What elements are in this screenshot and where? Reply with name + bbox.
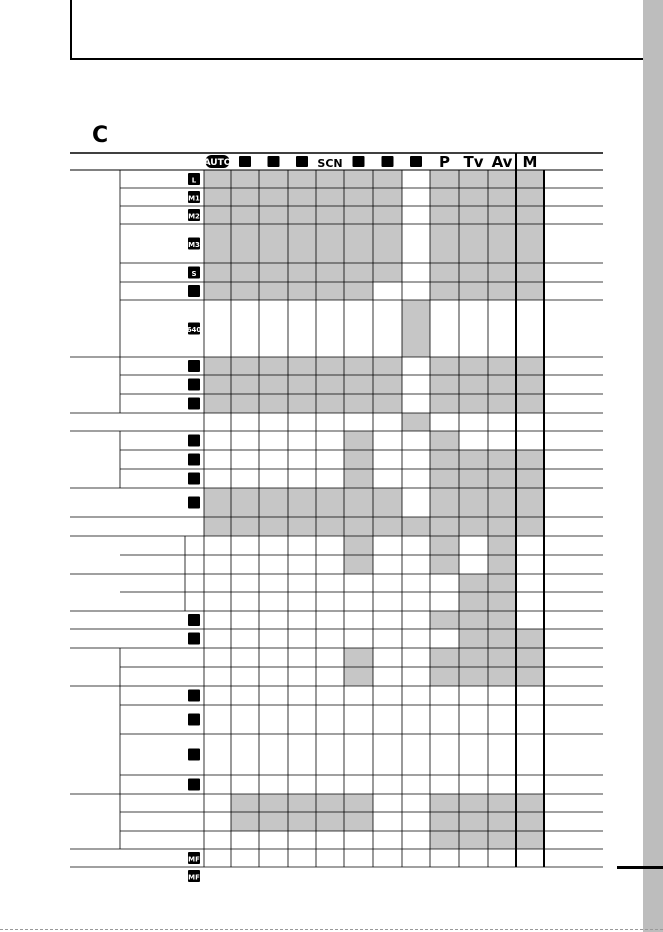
shaded-cell (430, 394, 459, 413)
shaded-cell (459, 206, 488, 224)
shaded-cell (488, 574, 516, 592)
shaded-cell (516, 282, 544, 300)
row-icon (188, 473, 200, 485)
shaded-cell (344, 431, 373, 450)
row-icon-text: MF (188, 855, 200, 864)
shaded-cell (204, 170, 231, 188)
shaded-cell (373, 224, 402, 263)
shaded-cell (231, 224, 259, 263)
shaded-cell (231, 282, 259, 300)
shaded-cell (204, 282, 231, 300)
column-label-tv: Tv (463, 153, 484, 171)
shaded-cell (430, 282, 459, 300)
portrait-mode-icon (239, 156, 251, 167)
shaded-cell (259, 263, 288, 282)
shaded-cell (516, 206, 544, 224)
row-icon (188, 497, 200, 509)
shaded-cell (516, 831, 544, 849)
shaded-cell (204, 375, 231, 394)
shaded-cell (516, 394, 544, 413)
shaded-cell (316, 357, 344, 375)
shaded-cell (288, 394, 316, 413)
shaded-cell (373, 170, 402, 188)
shaded-cell (488, 536, 516, 555)
shaded-cell (316, 812, 344, 831)
shaded-cell (516, 188, 544, 206)
shaded-cell (344, 206, 373, 224)
shaded-cell (288, 488, 316, 517)
row-icon (188, 614, 200, 626)
shaded-cell (231, 170, 259, 188)
shaded-cell (288, 224, 316, 263)
shaded-cell (488, 517, 516, 536)
shaded-cell (430, 536, 459, 555)
shaded-cell (488, 263, 516, 282)
shaded-cell (459, 831, 488, 849)
row-icon (188, 749, 200, 761)
shaded-cell (344, 375, 373, 394)
shaded-cell (373, 263, 402, 282)
row-icon (188, 454, 200, 466)
shaded-cell (516, 812, 544, 831)
shaded-cell (204, 394, 231, 413)
shaded-cell (516, 450, 544, 469)
shaded-cell (516, 375, 544, 394)
shaded-cell (344, 536, 373, 555)
shaded-cell (459, 188, 488, 206)
shaded-cell (231, 488, 259, 517)
shaded-cell (516, 794, 544, 812)
shaded-cell (430, 357, 459, 375)
shaded-cell (288, 282, 316, 300)
shaded-cell (488, 812, 516, 831)
column-label-m: M (522, 153, 538, 171)
row-icon (188, 285, 200, 297)
shaded-cell (259, 517, 288, 536)
auto-mode-label: AUTO (203, 158, 232, 168)
shaded-cell (259, 170, 288, 188)
shaded-cell (402, 413, 430, 431)
shaded-cell (430, 667, 459, 686)
row-icon-text: M1 (188, 194, 200, 203)
stitch-assist-icon (353, 156, 365, 167)
movie-mode-icon (410, 156, 422, 167)
shaded-cell (459, 667, 488, 686)
shaded-cell (259, 357, 288, 375)
shaded-cell (288, 357, 316, 375)
night-scene-icon (296, 156, 308, 167)
shaded-cell (259, 794, 288, 812)
shaded-cell (344, 357, 373, 375)
shaded-cell (430, 431, 459, 450)
shaded-cell (488, 667, 516, 686)
shaded-cell (430, 812, 459, 831)
shaded-cell (430, 450, 459, 469)
shaded-cell (402, 300, 430, 357)
continuous-shooting-icon (382, 156, 394, 167)
shaded-cell (488, 170, 516, 188)
row-icon (188, 379, 200, 391)
shaded-cell (516, 667, 544, 686)
shaded-cell (488, 592, 516, 611)
shaded-cell (488, 450, 516, 469)
shaded-cell (344, 555, 373, 574)
shaded-cell (488, 555, 516, 574)
row-icon (188, 398, 200, 410)
shaded-cell (459, 469, 488, 488)
shaded-cell (288, 188, 316, 206)
shaded-cell (373, 488, 402, 517)
shaded-cell (516, 648, 544, 667)
row-icon (188, 633, 200, 645)
shaded-cell (430, 831, 459, 849)
row-icon-text: M2 (188, 212, 200, 221)
shaded-cell (430, 375, 459, 394)
shaded-cell (316, 394, 344, 413)
shaded-cell (231, 375, 259, 394)
shaded-cell (344, 794, 373, 812)
shaded-cell (488, 282, 516, 300)
landscape-mode-icon (268, 156, 280, 167)
shaded-cell (373, 357, 402, 375)
shaded-cell (488, 488, 516, 517)
shaded-cell (316, 170, 344, 188)
column-label-scn: SCN (317, 157, 343, 170)
shaded-cell (344, 263, 373, 282)
shaded-cell (259, 206, 288, 224)
shaded-cell (316, 206, 344, 224)
section-letter: C (92, 123, 109, 148)
shaded-cell (231, 263, 259, 282)
shaded-cell (344, 188, 373, 206)
shaded-cell (316, 375, 344, 394)
shaded-cell (373, 375, 402, 394)
shaded-cell (259, 224, 288, 263)
shaded-cell (344, 469, 373, 488)
shaded-cell (259, 488, 288, 517)
shaded-cell (316, 517, 344, 536)
shaded-cell (373, 188, 402, 206)
shaded-cell (344, 394, 373, 413)
shaded-cell (459, 611, 488, 629)
row-icon (188, 714, 200, 726)
shaded-cell (488, 648, 516, 667)
shaded-cell (204, 206, 231, 224)
shaded-cell (288, 794, 316, 812)
shaded-cell (231, 188, 259, 206)
shaded-cell (288, 812, 316, 831)
shaded-cell (430, 488, 459, 517)
row-icon-text: M3 (188, 241, 200, 249)
shaded-cell (204, 517, 231, 536)
shaded-cell (459, 375, 488, 394)
shaded-cell (288, 375, 316, 394)
shaded-cell (459, 450, 488, 469)
shaded-cell (430, 469, 459, 488)
shaded-cell (231, 394, 259, 413)
shaded-cell (459, 574, 488, 592)
shaded-cell (459, 394, 488, 413)
shaded-cell (488, 357, 516, 375)
row-icon-text: MF (188, 873, 200, 882)
shaded-cell (516, 488, 544, 517)
shaded-cell (430, 206, 459, 224)
shaded-cell (316, 224, 344, 263)
shaded-cell (516, 469, 544, 488)
shaded-cell (459, 592, 488, 611)
shaded-cell (459, 488, 488, 517)
row-icon-text: 640 (186, 326, 202, 334)
shaded-cell (373, 517, 402, 536)
shaded-cell (288, 517, 316, 536)
shaded-cell (488, 188, 516, 206)
shaded-cell (430, 263, 459, 282)
shaded-cell (316, 282, 344, 300)
shaded-cell (204, 188, 231, 206)
shaded-cell (459, 282, 488, 300)
shaded-cell (288, 206, 316, 224)
shaded-cell (459, 517, 488, 536)
shaded-cell (516, 357, 544, 375)
column-label-av: Av (491, 153, 513, 171)
shaded-cell (488, 206, 516, 224)
shaded-cell (430, 648, 459, 667)
shaded-cell (344, 170, 373, 188)
shaded-cell (459, 794, 488, 812)
shaded-cell (516, 517, 544, 536)
shaded-cell (316, 188, 344, 206)
shaded-cell (231, 794, 259, 812)
shaded-cell (344, 517, 373, 536)
shaded-cell (402, 517, 430, 536)
shaded-cell (344, 282, 373, 300)
row-icon (188, 435, 200, 447)
row-icon-text: S (191, 270, 197, 278)
shaded-cell (316, 794, 344, 812)
shaded-cell (488, 224, 516, 263)
shaded-cell (430, 170, 459, 188)
shaded-cell (430, 517, 459, 536)
shaded-cell (430, 224, 459, 263)
shaded-cell (488, 469, 516, 488)
shaded-cell (373, 206, 402, 224)
shaded-cell (430, 794, 459, 812)
shaded-cell (373, 394, 402, 413)
shaded-cell (231, 517, 259, 536)
shaded-cell (204, 488, 231, 517)
shaded-cell (231, 206, 259, 224)
shaded-cell (488, 629, 516, 648)
shaded-cell (459, 648, 488, 667)
shaded-cell (516, 170, 544, 188)
shaded-cell (288, 170, 316, 188)
shaded-cell (316, 488, 344, 517)
shaded-cell (430, 188, 459, 206)
shaded-cell (259, 188, 288, 206)
shaded-cell (430, 611, 459, 629)
shaded-cell (259, 375, 288, 394)
shaded-cell (488, 794, 516, 812)
row-icon (188, 779, 200, 791)
shaded-cell (488, 611, 516, 629)
shaded-cell (344, 450, 373, 469)
shaded-cell (344, 667, 373, 686)
shaded-cell (430, 555, 459, 574)
shaded-cell (459, 263, 488, 282)
shaded-cell (459, 170, 488, 188)
shaded-cell (459, 357, 488, 375)
column-label-p: P (439, 153, 450, 171)
shaded-cell (344, 648, 373, 667)
shaded-cell (459, 629, 488, 648)
shaded-cell (344, 224, 373, 263)
shaded-cell (204, 263, 231, 282)
shaded-cell (259, 812, 288, 831)
row-icon (188, 360, 200, 372)
row-icon (188, 690, 200, 702)
shaded-cell (344, 488, 373, 517)
shaded-cell (516, 263, 544, 282)
shaded-cell (204, 224, 231, 263)
shaded-cell (344, 812, 373, 831)
shaded-cell (316, 263, 344, 282)
shaded-cell (288, 263, 316, 282)
shaded-cell (488, 394, 516, 413)
shaded-cell (488, 831, 516, 849)
shaded-cell (516, 224, 544, 263)
shaded-cell (204, 357, 231, 375)
shaded-cell (231, 357, 259, 375)
shaded-cell (259, 282, 288, 300)
shaded-cell (516, 629, 544, 648)
row-icon-text: L (191, 176, 197, 185)
shaded-cell (231, 812, 259, 831)
shaded-cell (488, 375, 516, 394)
shaded-cell (459, 224, 488, 263)
shaded-cell (459, 812, 488, 831)
shaded-cell (259, 394, 288, 413)
